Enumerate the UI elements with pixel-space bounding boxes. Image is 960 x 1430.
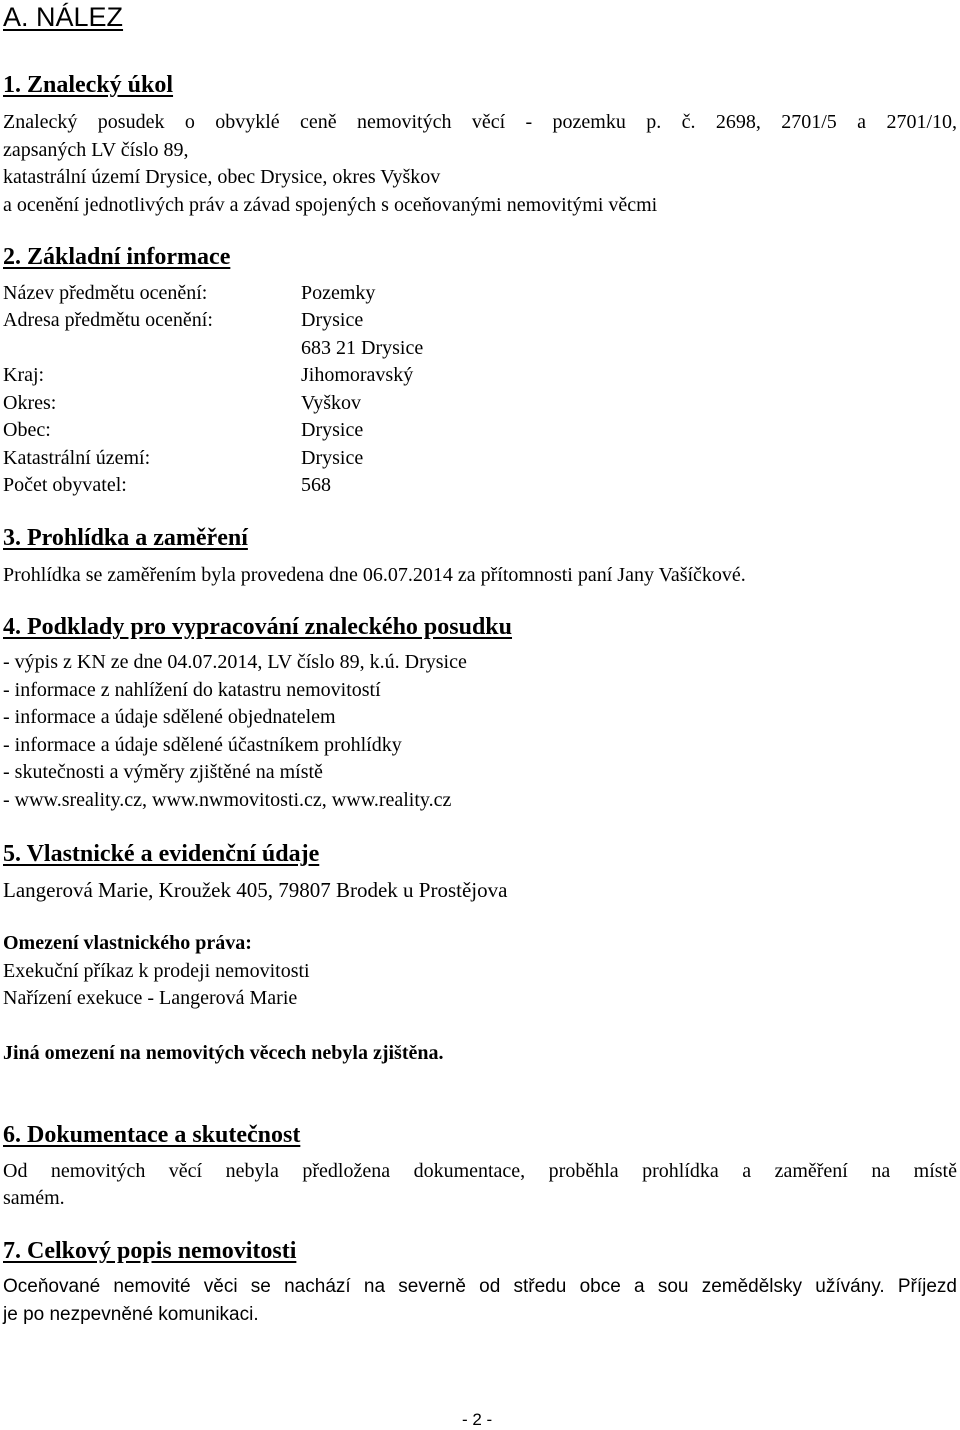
owner-info: Langerová Marie, Kroužek 405, 79807 Brodek u Prostějova xyxy=(3,878,508,902)
list-item: - informace a údaje sdělené objednatelem xyxy=(3,706,336,728)
info-value: Vyškov xyxy=(301,392,362,414)
list-item: - informace z nahlížení do katastru nemovitostí xyxy=(3,679,381,701)
info-label: Počet obyvatel: xyxy=(3,474,127,496)
section-1-line-3: katastrální území Drysice, obec Drysice, okres Vyškov xyxy=(3,166,441,188)
section-6-title: 6. Dokumentace a skutečnost xyxy=(3,1122,301,1148)
section-4-title: 4. Podklady pro vypracování znaleckého posudku xyxy=(3,614,513,640)
restriction-item: Nařízení exekuce - Langerová Marie xyxy=(3,987,298,1009)
info-value: 683 21 Drysice xyxy=(301,337,424,359)
list-item: - skutečnosti a výměry zjištěné na místě xyxy=(3,761,323,783)
section-5-title: 5. Vlastnické a evidenční údaje xyxy=(3,841,320,867)
section-3-title: 3. Prohlídka a zaměření xyxy=(3,525,248,551)
info-label: Katastrální území: xyxy=(3,447,151,469)
list-item: - www.sreality.cz, www.nwmovitosti.cz, www.reality.cz xyxy=(3,789,452,811)
info-value: 568 xyxy=(301,474,331,496)
list-item: - výpis z KN ze dne 04.07.2014, LV číslo 89, k.ú. Drysice xyxy=(3,651,467,673)
section-7-line-1: Oceňované nemovité věci se nachází na severně od středu obce a sou zemědělsky užívány. Příjezd xyxy=(3,1276,957,1297)
restrictions-note: Jiná omezení na nemovitých věcech nebyla zjištěna. xyxy=(3,1042,444,1064)
section-3-text: Prohlídka se zaměřením byla provedena dne 06.07.2014 za přítomnosti paní Jany Vašíčkové. xyxy=(3,564,746,586)
section-6-line-1: Od nemovitých věcí nebyla předložena dokumentace, proběhla prohlídka a zaměření na místě xyxy=(3,1160,957,1182)
section-7-title: 7. Celkový popis nemovitosti xyxy=(3,1238,297,1264)
list-item: - informace a údaje sdělené účastníkem prohlídky xyxy=(3,734,402,756)
section-7-line-2: je po nezpevněné komunikaci. xyxy=(3,1304,259,1325)
info-label: Kraj: xyxy=(3,364,45,386)
info-label: Adresa předmětu ocenění: xyxy=(3,309,213,331)
section-1-title: 1. Znalecký úkol xyxy=(3,72,174,98)
restriction-item: Exekuční příkaz k prodeji nemovitosti xyxy=(3,960,310,982)
info-value: Jihomoravský xyxy=(301,364,414,386)
section-1-line-1: Znalecký posudek o obvyklé ceně nemovitých věcí - pozemku p. č. 2698, 2701/5 a 2701/10, xyxy=(3,111,957,133)
section-2-title: 2. Základní informace xyxy=(3,244,231,270)
info-label: Název předmětu ocenění: xyxy=(3,282,208,304)
restrictions-title: Omezení vlastnického práva: xyxy=(3,932,252,954)
section-1-line-2: zapsaných LV číslo 89, xyxy=(3,139,189,161)
info-value: Drysice xyxy=(301,309,364,331)
info-label: Okres: xyxy=(3,392,57,414)
section-6-line-2: samém. xyxy=(3,1187,65,1209)
info-value: Drysice xyxy=(301,419,364,441)
section-1-line-4: a ocenění jednotlivých práv a závad spojených s oceňovanými nemovitými věcmi xyxy=(3,194,658,216)
info-label: Obec: xyxy=(3,419,51,441)
page-heading: A. NÁLEZ xyxy=(3,2,124,32)
info-value: Drysice xyxy=(301,447,364,469)
page-number: - 2 - xyxy=(462,1410,493,1429)
info-value: Pozemky xyxy=(301,282,376,304)
